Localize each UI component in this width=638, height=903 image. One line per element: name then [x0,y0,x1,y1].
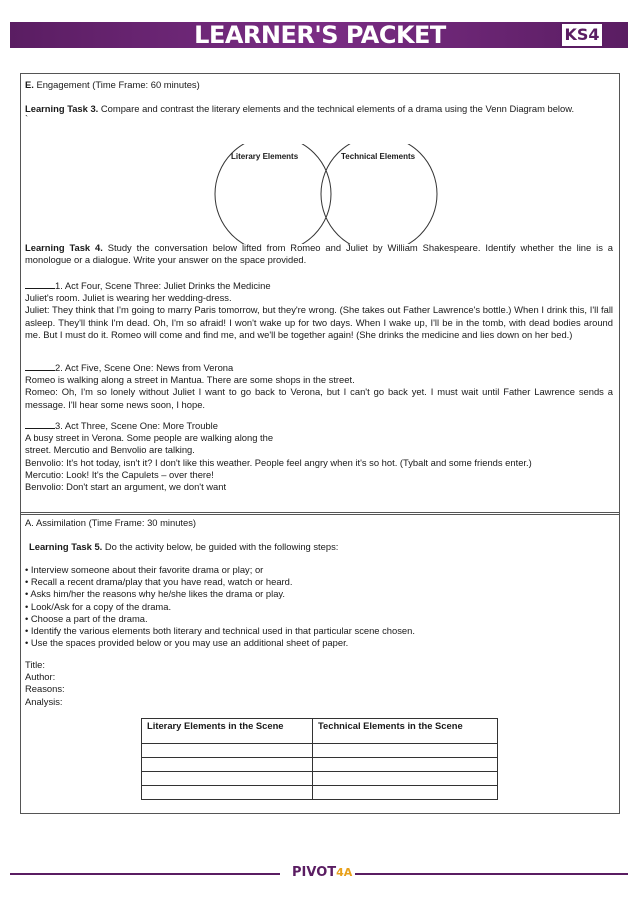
step-item: • Interview someone about their favorite drama or play; or [25,564,264,575]
answer-blank-1[interactable] [25,279,55,289]
ks-badge: KS4 [560,22,604,48]
table-row [142,758,498,772]
step-item: • Look/Ask for a copy of the drama. [25,600,172,612]
task4-label: Learning Task 4. [25,242,103,253]
table-cell[interactable] [142,772,313,786]
step-item: • Asks him/her the reasons why he/she likes the drama or play. [25,588,285,600]
step-item: • Recall a recent drama/play that you have read, watch or heard. [25,576,293,588]
step-item: • Use the spaces provided below or you may use an additional sheet of paper. [25,637,349,649]
task5-text: Do the activity below, be guided with the following steps: [104,541,339,552]
item3-line: Benvolio: It's hot today, isn't it? I don't like this weather. People feel angry when it's so hot. (Tybalt and some friends enter.) [25,456,532,468]
assimilation-heading: A. Assimilation (Time Frame: 30 minutes) [25,517,197,528]
table-header-row [142,719,498,744]
item3-line: Benvolio: Don't start an argument, we don't want [25,481,227,493]
task5-instructions [29,541,613,553]
task4-instructions [25,242,613,266]
table-cell[interactable] [142,744,313,758]
item3-title: 3. Act Three, Scene One: More Trouble [55,420,218,431]
table-cell[interactable] [313,772,498,786]
item1-title: 1. Act Four, Scene Three: Juliet Drinks the Medicine [55,280,271,291]
footer-rule-left [10,873,280,875]
task4-item-2 [25,361,613,411]
step-item: • Choose a part of the drama. [25,612,148,624]
step-item: • Identify the various elements both literary and technical used in that particular scene chosen. [25,625,415,637]
literary-column-header: Literary Elements in the Scene [142,719,313,744]
answer-blank-3[interactable] [25,419,55,429]
pivot-logo [292,864,353,882]
page-header [0,0,638,83]
task5-steps [25,564,613,649]
task4-item-1 [25,279,613,341]
table-cell[interactable] [313,786,498,800]
assimilation-section [20,512,620,814]
table-cell[interactable] [142,758,313,772]
engagement-heading [25,79,613,91]
task4-item-3 [25,419,613,493]
packet-title: LEARNER'S PACKET (LeaP) [194,21,446,83]
item2-line: Romeo is walking along a street in Mantua. There are some shops in the street. [25,374,355,386]
item3-line: Mercutio: Look! It's the Capulets – over there! [25,468,214,480]
section-letter: E. [25,79,34,90]
task4-text: Study the conversation below lifted from Romeo and Juliet by William Shakespeare. Identify whether the line is a monologue or a dialogue. Write your answer on the space provided. [25,242,613,266]
task3-text: Compare and contrast the literary elements and the technical elements of a drama using the Venn Diagram below. [100,103,575,114]
page-footer [0,862,638,882]
stray-mark: ` [25,113,29,125]
pivot-logo-accent: 4A [336,866,353,879]
item3-line: street. Mercutio and Benvolio are talking. [25,444,195,456]
item2-line: Romeo: Oh, I'm so lonely without Juliet I want to go back to Verona, but I can't go back yet. I must wait until Father Lawrence sends a message. I'll hear some news soon, I hope. [25,386,613,410]
table-cell[interactable] [313,744,498,758]
technical-column-header: Technical Elements in the Scene [313,719,498,744]
table-row [142,772,498,786]
footer-rule-right [355,873,628,875]
table-cell[interactable] [313,758,498,772]
answer-blank-2[interactable] [25,361,55,371]
field-analysis[interactable]: Analysis: [25,695,63,707]
table-cell[interactable] [142,786,313,800]
venn-label-technical: Technical Elements [341,152,416,161]
field-reasons[interactable]: Reasons: [25,683,65,695]
item1-line: Juliet's room. Juliet is wearing her wedding-dress. [25,292,232,304]
venn-label-literary: Literary Elements [231,152,299,161]
item2-title: 2. Act Five, Scene One: News from Verona [55,362,234,373]
item3-line: A busy street in Verona. Some people are walking along the [25,432,274,444]
task3-instructions [25,103,613,123]
item1-line: Juliet: They think that I'm going to marry Paris tomorrow, but they're wrong. (She takes out Father Lawrence's bottle.) When I drink this, I'll fall asleep. They'll think I'm dead. Oh, I'm so afraid! I won't wake up for two days. When I wake up, I'll be in the tomb, with dead bodies around me. But I must do it. Romeo will come and find me, and we'll be together again! (She drinks the medicine and lies down on her bed.) [25,304,613,340]
pivot-logo-text: PIVOT [292,865,337,880]
elements-table [141,718,498,800]
engagement-section [20,73,620,515]
analysis-fields [25,659,613,708]
field-title[interactable]: Title: [25,659,45,670]
engagement-title: Engagement (Time Frame: 60 minutes) [36,79,200,90]
table-row [142,744,498,758]
table-row [142,786,498,800]
field-author[interactable]: Author: [25,671,56,683]
task5-label: Learning Task 5. [29,541,103,552]
task3-label: Learning Task 3. [25,103,99,114]
